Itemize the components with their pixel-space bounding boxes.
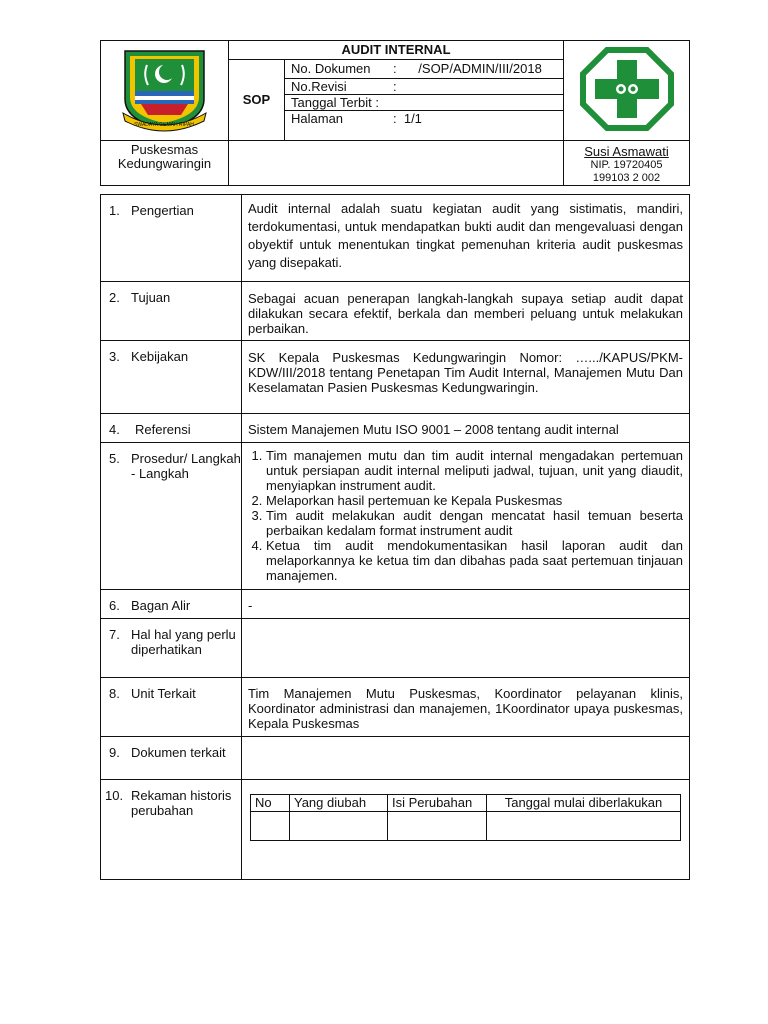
procedure-step: 4. Ketua tim audit mendokumentasikan hasil laporan audit dan melaporkannya ke ketua tim dan dibahas pada saat pertemuan tinjauan manajemen. xyxy=(266,538,683,583)
section-content xyxy=(242,443,690,590)
issue-date-row xyxy=(285,95,564,111)
section-content: Sebagai acuan penerapan langkah-langkah supaya setiap audit dapat dilakukan secara efektif, berkala dan memberi peluang untuk melakukan perbaikan. xyxy=(242,282,690,341)
procedure-step: 1. Tim manajemen mutu dan tim audit internal mengadakan pertemuan untuk persiapan audit internal meliputi jadwal, tujuan, unit yang diaudit, menyiapkan instrument audit. xyxy=(266,448,683,493)
history-header-cell: Yang diubah xyxy=(290,795,388,812)
section-label xyxy=(101,678,242,737)
section-label xyxy=(101,414,242,443)
section-number: 2. xyxy=(109,290,120,305)
section-title: Unit Terkait xyxy=(131,686,196,701)
history-cell xyxy=(251,812,290,841)
regency-logo-cell xyxy=(101,41,229,141)
section-content xyxy=(242,780,690,880)
section-title: Prosedur/ Langkah - Langkah xyxy=(131,451,241,481)
signatory-block xyxy=(564,141,690,186)
section-content: Audit internal adalah suatu kegiatan audit yang sistimatis, mandiri, terdokumentasi, untuk mendapatkan bukti audit dan mengevaluasi dengan obyektif untuk menentukan tingkat pemenuhan kriteria audit puskesmas yang disepakati. xyxy=(242,195,690,282)
history-row xyxy=(251,812,681,841)
section-row xyxy=(101,282,690,341)
section-content: SK Kepala Puskesmas Kedungwaringin Nomor: ….../KAPUS/PKM-KDW/III/2018 tentang Penetapan Tim Audit Internal, Manajemen Mutu Dan Keselamatan Pasien Puskesmas Kedungwaringin. xyxy=(242,341,690,414)
section-label xyxy=(101,282,242,341)
signatory-name: Susi Asmawati xyxy=(584,144,669,159)
doc-row-label: Tanggal Terbit : xyxy=(291,94,379,110)
history-table xyxy=(250,794,681,841)
section-number: 1. xyxy=(109,203,120,218)
section-title: Rekaman historis perubahan xyxy=(131,788,232,818)
doc-row-label: No. Dokumen xyxy=(291,61,371,76)
doc-row-label: No.Revisi xyxy=(291,78,347,94)
doc-row-label: Halaman xyxy=(291,111,344,126)
section-row xyxy=(101,195,690,282)
history-header-cell: No xyxy=(251,795,290,812)
health-cross-logo xyxy=(577,44,677,134)
section-number: 5. xyxy=(109,451,120,466)
section-content xyxy=(242,619,690,678)
section-number: 6. xyxy=(109,598,120,613)
blank-cell xyxy=(229,141,564,186)
section-label xyxy=(101,341,242,414)
section-row xyxy=(101,341,690,414)
section-label xyxy=(101,737,242,780)
section-label xyxy=(101,195,242,282)
section-title: Hal hal yang perlu diperhatikan xyxy=(131,627,236,657)
section-label xyxy=(101,590,242,619)
section-title: Pengertian xyxy=(131,203,194,218)
section-row xyxy=(101,414,690,443)
section-row xyxy=(101,590,690,619)
section-label xyxy=(101,443,242,590)
procedure-step: 2. Melaporkan hasil pertemuan ke Kepala Puskesmas xyxy=(266,493,683,508)
section-row xyxy=(101,619,690,678)
document-title: AUDIT INTERNAL xyxy=(229,41,564,60)
section-row xyxy=(101,780,690,880)
doc-row-value: : xyxy=(393,78,397,94)
revision-row xyxy=(285,79,564,95)
doc-row-value: : /SOP/ADMIN/III/2018 xyxy=(393,61,542,76)
section-title: Kebijakan xyxy=(131,349,189,364)
history-header-cell: Isi Perubahan xyxy=(388,795,487,812)
section-content: - xyxy=(242,590,690,619)
section-title: Dokumen terkait xyxy=(131,745,226,760)
section-row xyxy=(101,443,690,590)
section-row xyxy=(101,678,690,737)
history-header-cell: Tanggal mulai diberlakukan xyxy=(487,795,681,812)
section-title: Tujuan xyxy=(131,290,171,305)
health-logo-cell xyxy=(564,41,690,141)
signatory-nip-line2: 199103 2 002 xyxy=(592,172,661,184)
section-row xyxy=(101,737,690,780)
sop-content-table xyxy=(100,194,690,880)
section-content: Tim Manajemen Mutu Puskesmas, Koordinator pelayanan klinis, Koordinator administrasi dan manajemen, 1Koordinator upaya puskesmas, Kepala Puskesmas xyxy=(242,678,690,737)
doc-row-value: : 1/1 xyxy=(393,111,422,126)
sop-label: SOP xyxy=(229,60,285,141)
regency-emblem-logo xyxy=(101,41,228,137)
logo-motto: SWADAYA GEMAH RIPAH xyxy=(134,122,194,128)
section-number: 8. xyxy=(109,686,120,701)
section-title: Bagan Alir xyxy=(131,598,191,613)
section-number: 3. xyxy=(109,349,120,364)
procedure-steps xyxy=(248,448,683,583)
section-number: 4. xyxy=(109,422,120,437)
history-cell xyxy=(290,812,388,841)
section-label xyxy=(101,780,242,880)
section-content xyxy=(242,737,690,780)
puskesmas-name: Puskesmas Kedungwaringin xyxy=(101,141,229,186)
sop-header xyxy=(100,40,690,186)
page-row xyxy=(285,111,564,141)
procedure-step: 3. Tim audit melakukan audit dengan mencatat hasil temuan beserta perbaikan kedalam format instrument audit xyxy=(266,508,683,538)
section-content: Sistem Manajemen Mutu ISO 9001 – 2008 tentang audit internal xyxy=(242,414,690,443)
history-cell xyxy=(388,812,487,841)
section-number: 7. xyxy=(109,627,120,642)
history-header-row xyxy=(251,795,681,812)
signatory-nip-line1: NIP. 19720405 xyxy=(590,159,663,171)
section-label xyxy=(101,619,242,678)
section-number: 9. xyxy=(109,745,120,760)
history-cell xyxy=(487,812,681,841)
doc-number-row xyxy=(285,60,564,79)
section-title: Referensi xyxy=(135,422,191,437)
section-number: 10. xyxy=(105,788,124,803)
